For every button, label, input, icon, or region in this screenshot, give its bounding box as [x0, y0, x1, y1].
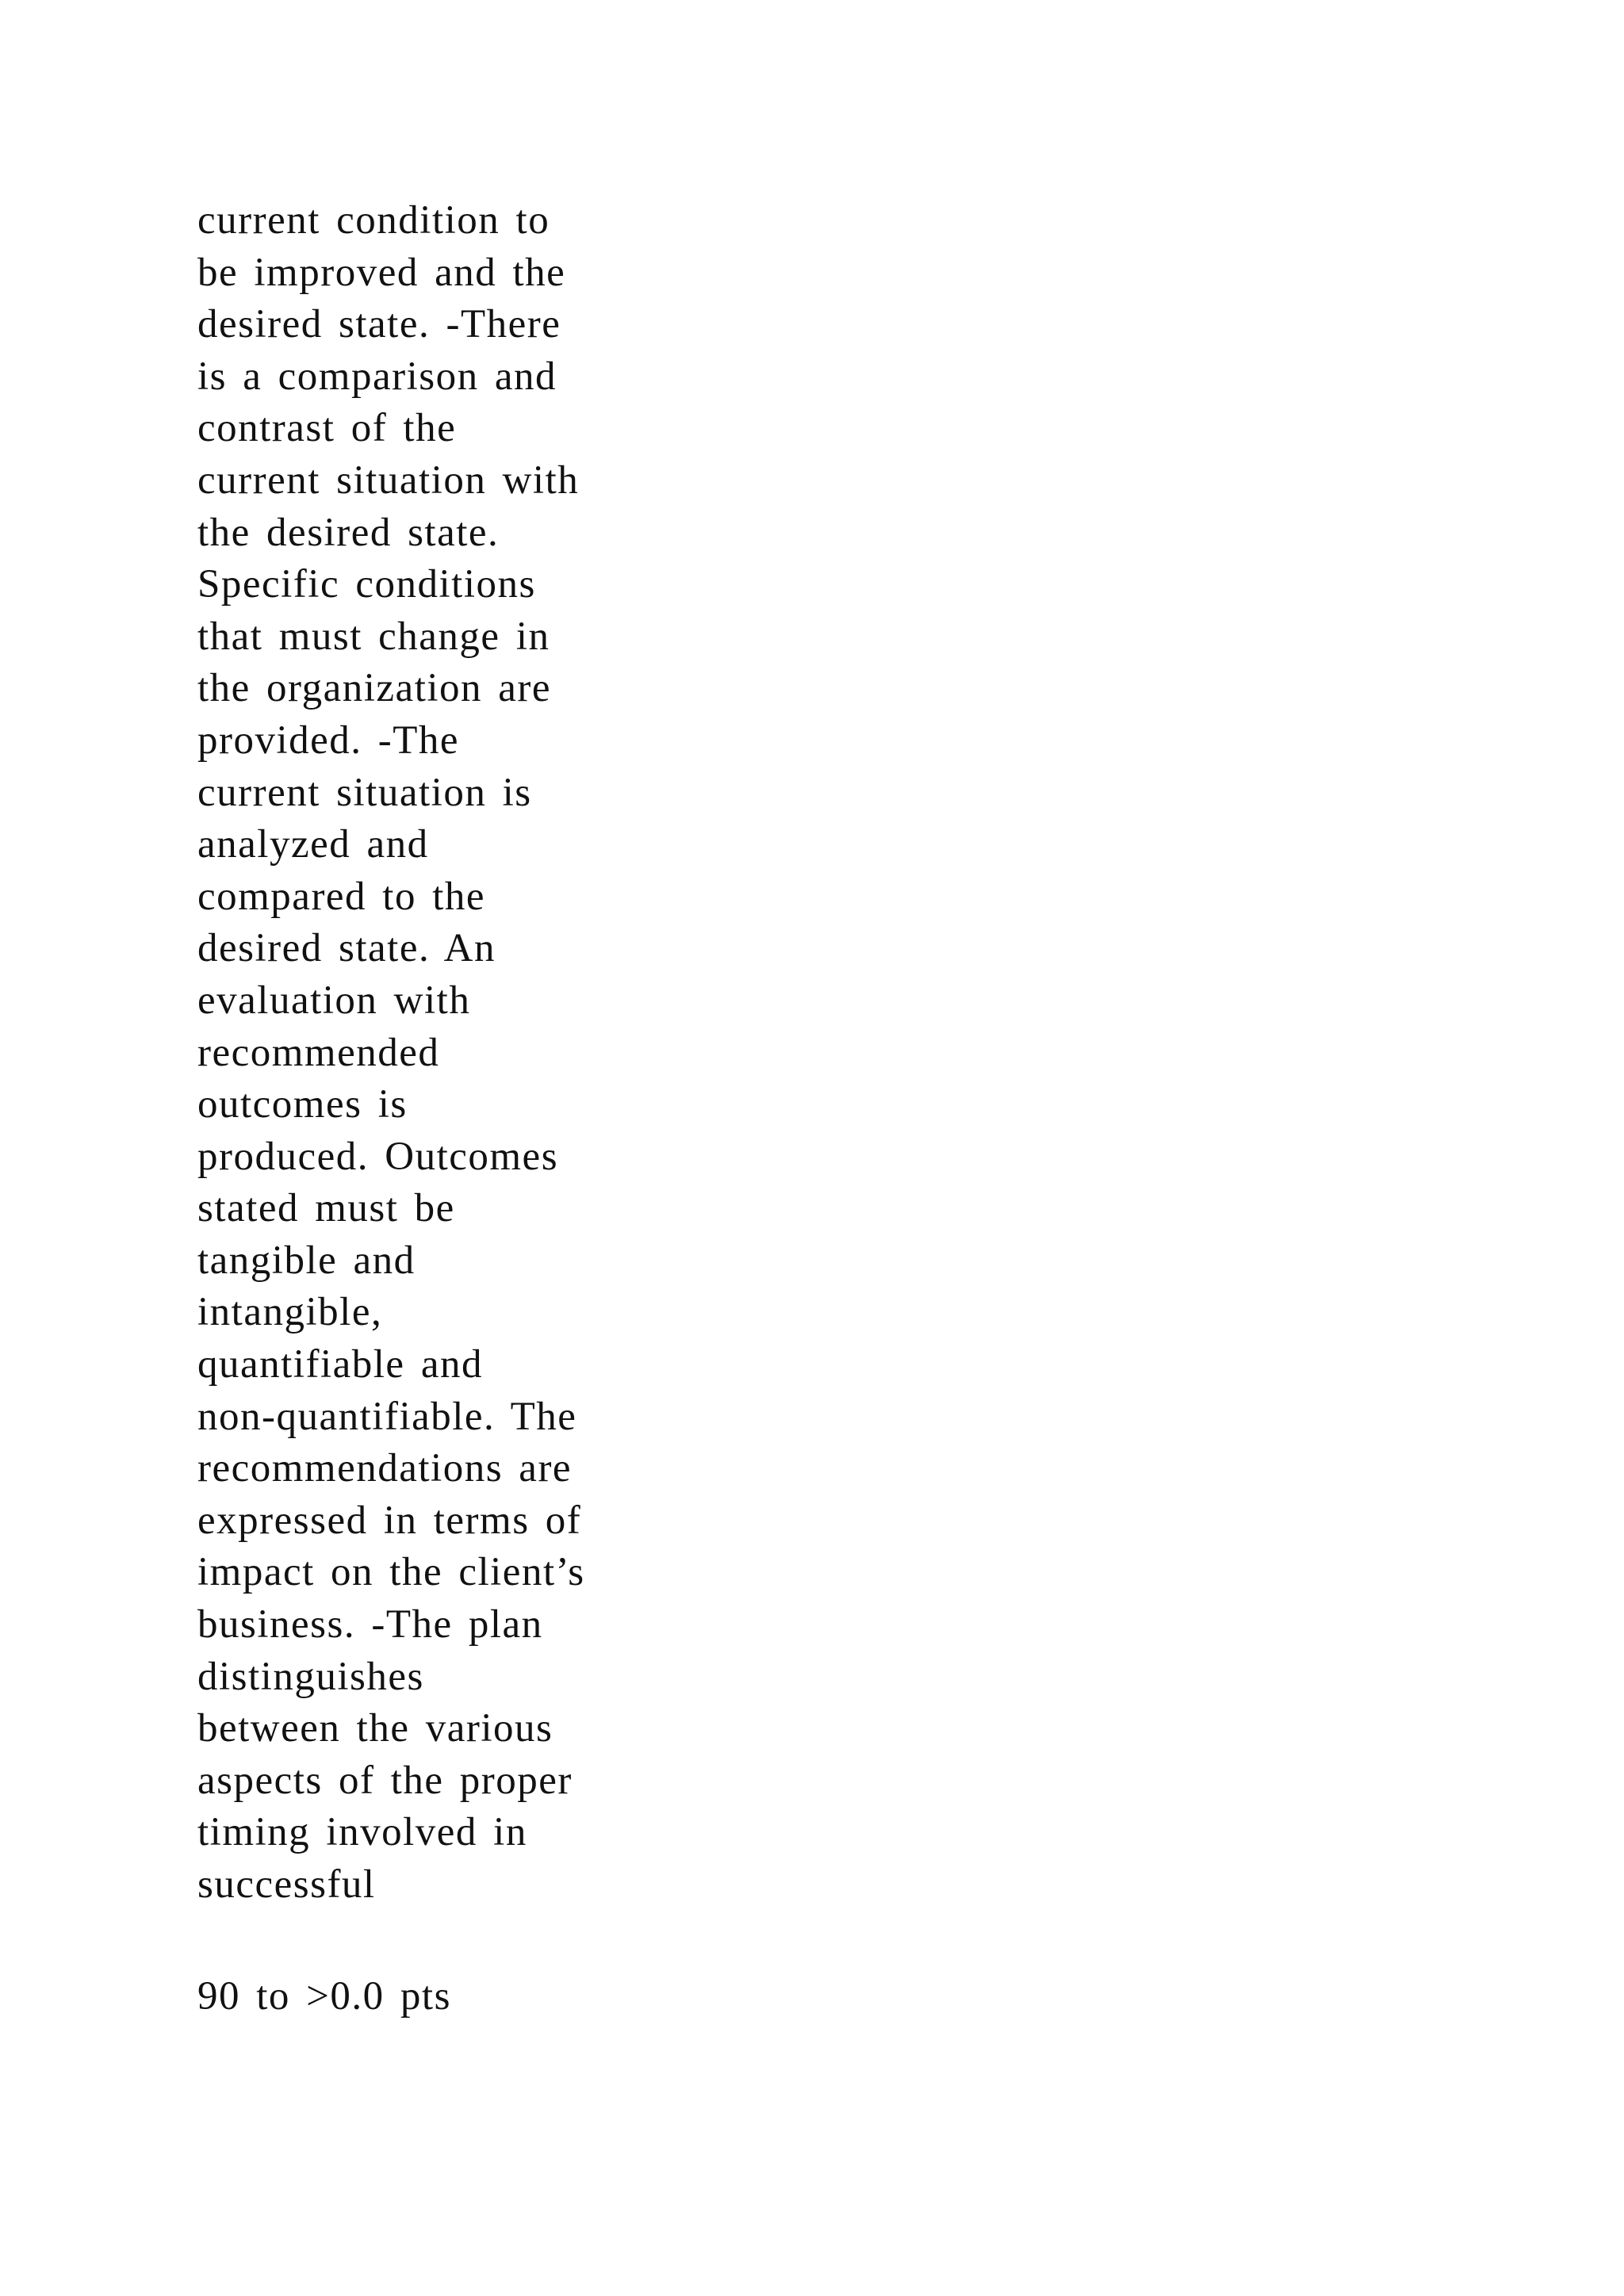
text-line: the organization are	[197, 666, 552, 711]
text-line: that must change in	[197, 614, 550, 659]
text-line: timing involved in	[197, 1810, 527, 1855]
text-line: successful	[197, 1862, 376, 1907]
text-line: produced. Outcomes	[197, 1134, 559, 1179]
points-range: 90 to >0.0 pts	[197, 1974, 451, 2019]
text-line: outcomes is	[197, 1082, 408, 1127]
text-line: Specific conditions	[197, 562, 536, 607]
text-line: business. -The plan	[197, 1602, 543, 1647]
text-line: tangible and	[197, 1238, 416, 1283]
text-line: contrast of the	[197, 406, 457, 451]
text-line: desired state. An	[197, 926, 496, 971]
text-line: non-quantifiable. The	[197, 1394, 577, 1439]
text-line: impact on the client’s	[197, 1550, 585, 1595]
text-line: stated must be	[197, 1186, 455, 1231]
text-line: aspects of the proper	[197, 1758, 573, 1803]
text-line: the desired state.	[197, 510, 500, 555]
text-line: evaluation with	[197, 978, 471, 1023]
text-line: expressed in terms of	[197, 1498, 582, 1543]
text-line: provided. -The	[197, 718, 460, 763]
text-line: be improved and the	[197, 250, 566, 295]
text-line: recommendations are	[197, 1446, 573, 1491]
text-line: analyzed and	[197, 822, 429, 867]
text-line: current situation with	[197, 457, 580, 503]
text-line: between the various	[197, 1706, 553, 1751]
text-line: quantifiable and	[197, 1342, 483, 1387]
text-line: desired state. -There	[197, 302, 561, 347]
text-line: recommended	[197, 1030, 440, 1075]
text-line: current situation is	[197, 770, 532, 815]
text-line: is a comparison and	[197, 354, 557, 399]
text-line: compared to the	[197, 874, 486, 919]
text-line: distinguishes	[197, 1654, 424, 1699]
rubric-description	[197, 195, 800, 1911]
text-line: intangible,	[197, 1290, 383, 1335]
text-line: current condition to	[197, 198, 550, 243]
